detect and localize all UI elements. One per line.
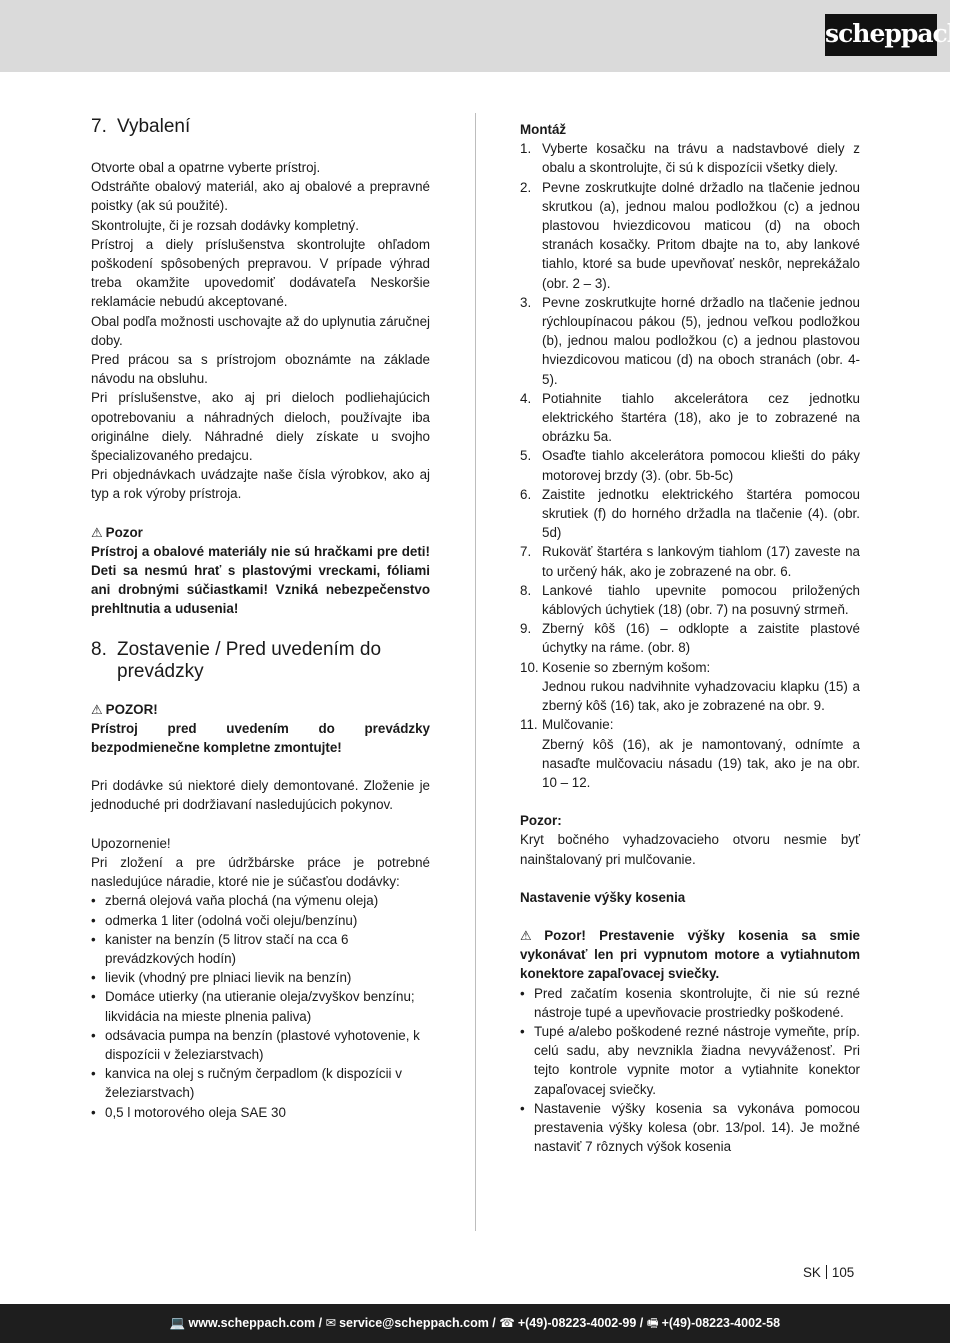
fax-icon: 🖷 [646, 1316, 659, 1330]
paragraph: Skontrolujte, či je rozsah dodávky kompletný. [91, 217, 359, 233]
email-icon: ✉ [325, 1316, 337, 1330]
header-bar [0, 0, 964, 72]
height-bullets [520, 984, 860, 1157]
list-item: 5. Osaďte tiahlo akcelerátora pomocou kliešti do páky motorovej brzdy (3). (obr. 5b-5c) [520, 448, 860, 483]
warning-text: ⚠ Pozor! Prestavenie výšky kosenia sa smie vykonávať len pri vypnutom motore a vytiahnutom konektore zapaľovacej sviečky. [520, 927, 860, 982]
list-item: • odmerka 1 liter (odolná voči oleju/benzínu) [91, 911, 430, 930]
phone-number: +(49)-08223-4002-99 [517, 1316, 637, 1330]
warning-label: POZOR! [105, 701, 158, 717]
separator [826, 1265, 827, 1279]
warning-text: Prístroj a obalové materiály nie sú hračkami pre deti! Deti sa nesmú hrať s plastovými vreckami, fóliami ani drobnými súčiastkami! Vzniká nebezpečenstvo prehltnutia a udusenia! [91, 543, 430, 617]
list-item: 6. Zaistite jednotku elektrického štartéra pomocou skrutiek (f) do horného držadla na tlačenie (4). (obr. 5d) [520, 486, 860, 541]
list-item: • Pred začatím kosenia skontrolujte, či nie sú rezné nástroje tupé a upevňovacie prostriedky poškodené. [520, 984, 860, 1022]
list-item: • Tupé a/alebo poškodené rezné nástroje vymeňte, príp. celú sadu, aby nevznikla žiadna nevyváženosť. Pri tejto kontrole vypnite motor a vytiahnite konektor zapaľovacej sviečky. [520, 1022, 860, 1099]
list-item: • odsávacia pumpa na benzín (plastové vyhotovenie, k dispozícii v železiarstvach) [91, 1026, 430, 1064]
paragraph: Odstráňte obalový materiál, ako aj obalové a prepravné poistky (ak sú použité). [91, 179, 430, 214]
footer-bar: 💻 www.scheppach.com / ✉ service@scheppach.com / ☎ +(49)-08223-4002-99 / 🖷 +(49)-08223-4002-58 [0, 1304, 950, 1343]
page-number [803, 1265, 854, 1280]
scheppach-logo: scheppach [825, 14, 937, 56]
right-column [520, 120, 860, 1156]
paragraph: Prístroj a diely príslušenstva skontrolujte ohľadom poškodení spôsobených prepravou. V prípade výhrad treba okamžite upovedomiť dodávateľa Neskoršie reklamácie nebudú akceptované. [91, 236, 430, 310]
section-number: 7. [91, 116, 107, 137]
list-item: 1. Vyberte kosačku na trávu a nadstavbové diely z obalu a skontrolujte, či sú k dispozícii všetky diely. [520, 141, 860, 176]
list-item: 10. Kosenie so zberným košom: Jednou rukou nadvihnite vyhadzovaciu klapku (15) a zberný kôš (16) tak, ako je zobrazené na obr. 9. [520, 659, 860, 714]
page-number-value: 105 [831, 1265, 855, 1280]
email-link[interactable]: service@scheppach.com [339, 1316, 489, 1330]
language-code: SK [803, 1265, 821, 1280]
paragraph: Otvorte obal a opatrne vyberte prístroj. [91, 160, 321, 175]
list-item: • lievik (vhodný pre plniaci lievik na benzín) [91, 968, 430, 987]
height-heading: Nastavenie výšky kosenia [520, 889, 686, 905]
warning-triangle-icon: ⚠ [520, 927, 542, 943]
pozor-heading: Pozor: [520, 813, 562, 829]
paragraph: Pred prácou sa s prístrojom oboznámte na základe návodu na obsluhu. [91, 352, 430, 387]
assembly-steps [520, 139, 860, 792]
note-text: Pri zložení a pre údržbárske práce je potrebné nasledujúce náradie, ktoré nie je súčasťou dodávky: [91, 854, 430, 890]
list-item: 7. Rukoväť štartéra s lankovým tiahlom (17) zaveste na to určený hák, ako je zobrazené na obr. 6. [520, 544, 860, 579]
phone-icon: ☎ [499, 1316, 515, 1330]
note-title: Upozornenie! [91, 835, 171, 851]
list-item: 8. Lankové tiahlo upevnite pomocou priložených káblových úchytiek (18) (obr. 7) na posuvný strmeň. [520, 582, 860, 618]
warning-heading [91, 523, 430, 542]
section-title: Vybalení [117, 116, 191, 137]
warning-text: Prístroj pred uvedením do prevádzky bezpodmienečne kompletne zmontujte! [91, 720, 430, 756]
column-divider [475, 113, 476, 1231]
paragraph: Obal podľa možnosti uschovajte až do uplynutia záručnej doby. [91, 313, 430, 348]
paragraph: Pri príslušenstve, ako aj pri dieloch podliehajúcich opotrebovaniu a náhradných dieloch, používajte iba originálne diely. Náhradné diely získate u svojho špecializovaného predajcu. [91, 390, 430, 464]
section-number: 8. [91, 638, 107, 660]
section-7-body [91, 158, 430, 504]
montaz-heading: Montáž [520, 122, 567, 137]
list-item: 2. Pevne zoskrutkujte dolné držadlo na tlačenie jednou skrutkou (a), jednou malou podložkou (c) a jednou plastovou hviezdicovou maticou (d) na oboch stranách kosačky. Pritom dbajte na to, aby lankové tiahlo, ktoré sa bude upevňovať neskôr, neprekážalo (obr. 2 – 3). [520, 179, 860, 291]
warning-triangle-icon: ⚠ [91, 524, 103, 540]
list-item: 11. Mulčovanie: Zberný kôš (16), ak je namontovaný, odnímte a nasaďte mulčovaciu násadu (19) tak, ako je na obr. 10 – 12. [520, 717, 860, 790]
left-column [91, 112, 430, 1122]
warning-label: Pozor [105, 524, 143, 540]
warning-heading [91, 700, 430, 719]
section-8-heading [91, 639, 430, 683]
paragraph: Kryt bočného vyhadzovacieho otvoru nesmie byť nainštalovaný pri mulčovanie. [520, 832, 860, 867]
list-item: • 0,5 l motorového oleja SAE 30 [91, 1103, 430, 1122]
list-item: 4. Potiahnite tiahlo akcelerátora cez jednotku elektrického štartéra (18), ako je to zobrazené na obrázku 5a. [520, 390, 860, 445]
list-item: 3. Pevne zoskrutkujte horné držadlo na tlačenie jednou rýchloupínacou pákou (5), jednou veľkou podložkou (b), jednou malou podložkou (c) a jednou plastovou hviezdicovou maticou (d) na oboch stranách (obr. 4-5). [520, 294, 860, 387]
list-item: • zberná olejová vaňa plochá (na výmenu oleja) [91, 891, 430, 910]
paragraph: Pri dodávke sú niektoré diely demontované. Zloženie je jednoduché pri dodržiavaní nasledujúcich pokynov. [91, 778, 430, 813]
section-title: Zostavenie / Pred uvedením do prevádzky [117, 638, 382, 682]
list-item: • kanvica na olej s ručným čerpadlom (k dispozícii v železiarstvach) [91, 1064, 430, 1102]
list-item: • Domáce utierky (na utieranie oleja/zvyškov benzínu; likvidácia na mieste plnenia paliva) [91, 987, 430, 1025]
warning-triangle-icon: ⚠ [91, 701, 103, 717]
list-item: • kanister na benzín (5 litrov stačí na cca 6 prevádzkových hodín) [91, 930, 430, 968]
list-item: • Nastavenie výšky kosenia sa vykonáva pomocou prestavenia výšky kolesa (obr. 13/pol. 14). Je možné nastaviť 7 rôznych výšok kosenia [520, 1099, 860, 1157]
fax-number: +(49)-08223-4002-58 [661, 1316, 781, 1330]
section-7-heading [91, 116, 430, 138]
paragraph: Pri objednávkach uvádzajte naše čísla výrobkov, ako aj typ a rok výroby prístroja. [91, 467, 430, 502]
tools-list [91, 891, 430, 1121]
list-item: 9. Zberný kôš (16) – odklopte a zaistite plastové úchytky na ráme. (obr. 8) [520, 621, 860, 656]
computer-icon: 💻 [169, 1316, 186, 1330]
website-link[interactable]: www.scheppach.com [188, 1316, 316, 1330]
